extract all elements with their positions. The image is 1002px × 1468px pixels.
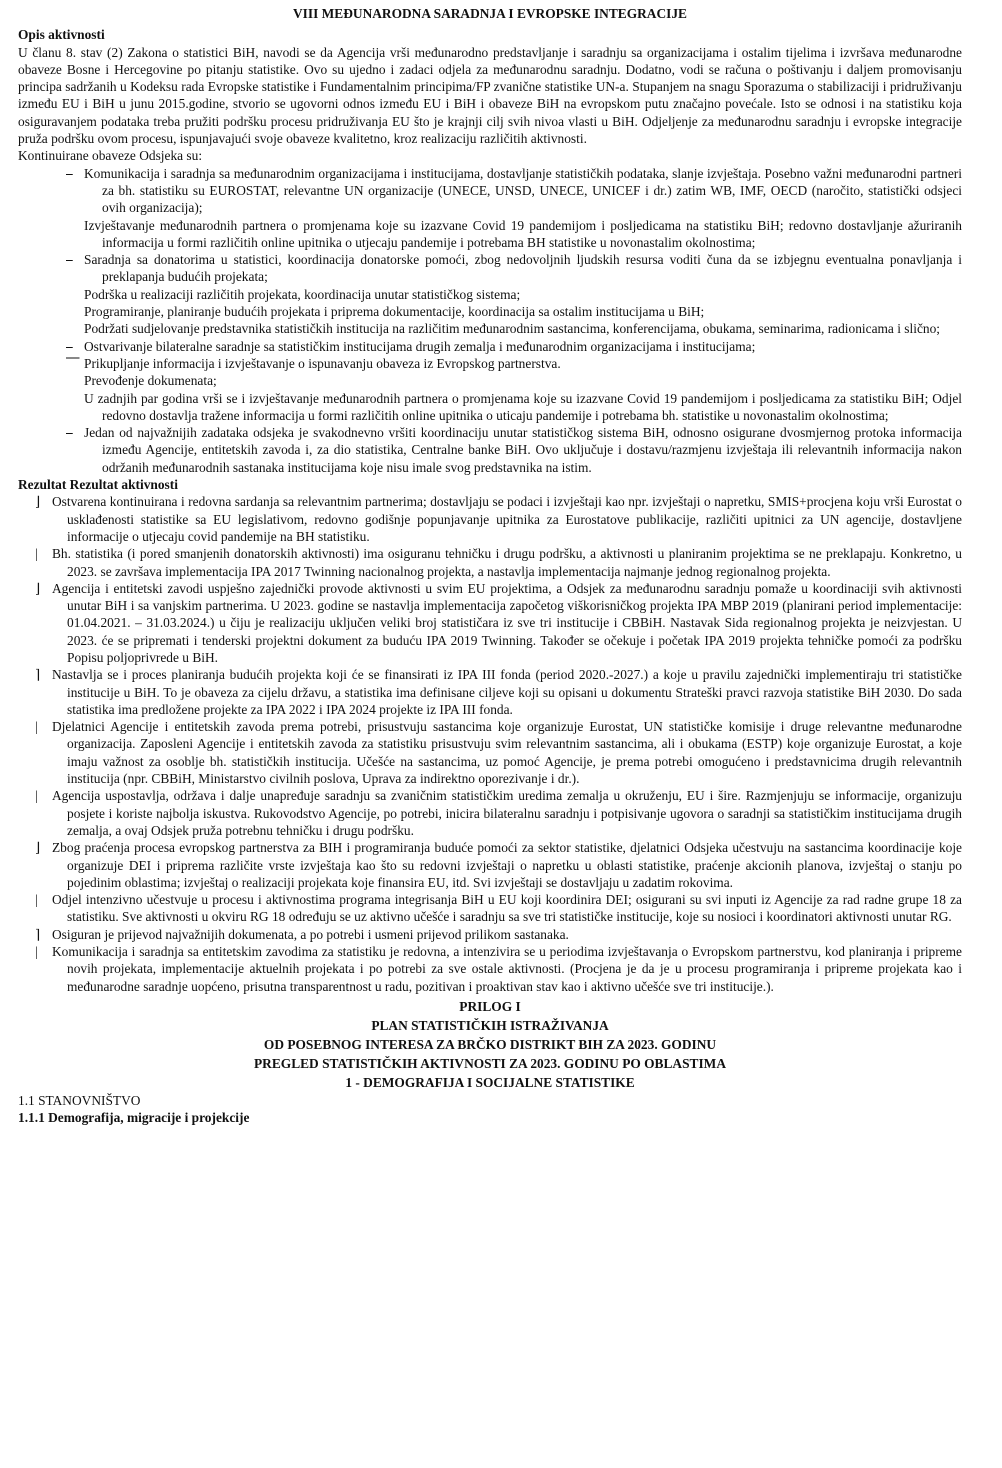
list-item [18,165,962,217]
list-item [18,320,962,337]
list-item [18,338,962,355]
annex-line: 1 - DEMOGRAFIJA I SOCIJALNE STATISTIKE [345,1074,635,1090]
list-item [18,493,962,545]
opis-paragraph: U članu 8. stav (2) Zakona o statistici BiH, navodi se da Agencija vrši međunarodno predstavljanje i saradnju sa organizacijama i ostalim tijelima i izvršava međunarodne obaveze Bosne i Hercegovine po pitanju statistike. Ovo su ujedno i zadaci odjela za međunarodnu saradnju. Dodatno, vodi se računa o poštivanju i daljem promovisanju principa sadržanih u Kodeksu rada Evropske statistike i Fundamentalnim principima/FP zvanične statistike UN-a. Stupanjem na snagu Sporazuma o stabilizaciji i pridruživanju između EU i BiH u junu 2015.godine, stvorio se ugovorni odnos između EU i BiH i obaveze BiH na evropskom putu značajno povećale. Isto se odnosi i na statistiku koja osiguravanjem podataka treba pružiti podršku procesu pridruživanja EU što je krajnji cilj svih nivoa vlasti u BiH. Odjeljenje za međunarodnu saradnju i evropske integracije pruža podršku ovom procesu, ispunjavajući svoje obaveze kvalitetno, kroz realizaciju različitih aktivnosti. [18,44,962,147]
list-item-text: Podržati sudjelovanje predstavnika statističkih institucija na različitim međunarodnim sastancima, konferencijama, obukama, seminarima, radionicama i slično; [84,321,941,337]
list-item [18,286,962,303]
list-item-text: Jedan od najvažnijih zadataka odsjeka je svakodnevno vršiti koordinaciju unutar statističkog sistema BiH, odnosno osigurane dvosmjernog protoka informacija između Agencije, entitetskih zavoda i, za dio statistika, Centralne banke BiH. Ovo uključuje i dostavu/razmjenu izvještaja ili relevantnih informacija nakon održanih međunarodnih sastanaka institucijama koje nisu imale svog predstavnika na istim. [84,425,962,475]
list-item-text: Podrška u realizaciji različitih projekata, koordinacija unutar statističkog sistema; [84,286,521,302]
list-item-text: Agencija i entitetski zavodi uspješno zajednički provode aktivnosti u svim EU projektima, a Odsjek za međunarodnu saradnju pomaže u koordinaciji svih aktivnosti unutar BiH i sa vanjskim partnerima. U 2023. godine se nastavlja implementacija započetog viškorisničkog projekta IPA MBP 2019 (planirani period implementacije: 01.04.2021. – 31.03.2024.) u čiju je realizaciju uključen veliki broj statističara iz sve tri institucije i CBBiH. Nastavak Sida regionalnog projekta je neizvjestan. U 2023. će se pripremati i tenderski projektni dokument za buduću IPA 2019 Twinning. Također se očekuje i početak IPA 2019 projekta tehničke pomoći za podršku Popisu poljoprivrede u BiH. [52,580,962,665]
list-item [18,943,962,995]
list-item [18,926,962,943]
list-item-text: Ostvarena kontinuirana i redovna sardanja sa relevantnim partnerima; dostavljaju se podaci i izvještaji kao npr. izvještaji o napretku, SMIS+procjena koju vrši Eurostat o usklađenosti statistike sa EU legislativom, redovno godišnje popunjavanje upitnika za Eurostatove publikacije, različiti upitnici za UN agencije, dostavljene informacije o utjecaju covid pandemije na BH statistiku. [52,494,962,544]
list-item [18,355,962,372]
list-item-text: Saradnja sa donatorima u statistici, koordinacija donatorske pomoći, zbog nedovoljnih ljudskih resursa voditi čuna da se izbjegnu eventualna ponavljanja i preklapanja budućih projekata; [84,252,962,285]
annex-line: PRILOG I [459,998,521,1014]
rezultat-heading: Rezultat Rezultat aktivnosti [18,477,178,493]
list-item [18,390,962,425]
list-item-text: Programiranje, planiranje budućih projekata i priprema dokumentacije, koordinacija sa ostalim institucijama u BiH; [84,304,705,320]
opis-heading: Opis aktivnosti [18,27,105,43]
bullet-marker: | [35,719,38,735]
list-item-text: Djelatnici Agencije i entitetskih zavoda prema potrebi, prisustvuju sastancima koje organizuje Eurostat, UN statističke komisije i druge relevantne međunarodne organizacija. Zaposleni Agencije i entitetskih zavoda za statistiku prisustvuju svim relevantnim sastancima, ali i obukama (ESTP) koje organizuje Eurostat, a koje imaju važnost za osoblje bh. statističkih institucija. Učešće na sastancima, uz pomoć Agencije, je prema potrebi omogućeno i predstavnicima drugih relevantnih institucija (npr. CBBiH, Ministarstvo civilnih poslova, Uprava za indirektno oporezivanje i dr.). [52,719,962,787]
list-item-text: Komunikacija i saradnja sa međunarodnim organizacijama i institucijama, dostavljanje statističkih podataka, slanje izvještaja. Posebno važni međunarodni partneri za bh. statistiku su EUROSTAT, relevantne UN organizacije (UNECE, UNSD, UNECE, UNICEF i dr.) zatim WB, IMF, OECD (naročito, statistički odsjeci ovih organizacija); [84,165,962,216]
list-item [18,839,962,891]
annex-line: PREGLED STATISTIČKIH AKTIVNOSTI ZA 2023. GODINU PO OBLASTIMA [254,1055,726,1071]
annex-line: OD POSEBNOG INTERESA ZA BRČKO DISTRIKT BIH ZA 2023. GODINU [263,1036,717,1052]
list-item-text: Osiguran je prijevod najvažnijih dokumenata, a po potrebi i usmeni prijevod prilikom sastanaka. [52,926,569,942]
list-item-text: Ostvarivanje bilateralne saradnje sa statističkim institucijama drugih zemalja i međunarodnim organizacijama i institucijama; [84,338,756,354]
bullet-marker: | [35,546,38,562]
annex-header [18,997,962,1092]
list-item-text: Izvještavanje međunarodnih partnera o promjenama koje su izazvane Covid 19 pandemijom i posljedicama na statistiku BiH; redovno dostavljanje ažuriranih informacija u formi različitih online upitnika o utjecaju pandemije i potrebama BH statistike u novonastalim okolnostima; [84,217,962,250]
bullet-marker: | [35,788,38,804]
section-heading: 1.1 STANOVNIŠTVO [18,1092,141,1108]
list-item [18,718,962,787]
list-item [18,303,962,320]
bullet-marker: ⎯ [66,165,73,181]
bullet-marker: ⌋ [35,580,41,596]
list-item [18,666,962,718]
list-item-text: Zbog praćenja procesa evropskog partnerstva za BIH i programiranja buduće pomoći za sektor statistike, djelatnici Odsjeka učestvuju na sastancima koordinacije koje organizuje DEI i pripremа različite vrste izvještaja kao što su redovni izvještaji o napretku u oblasti statistike, praćenje akcionih planova, izvještaj o stanju po pojedinim oblastima; izvještaj o realizaciji projekata koje finansira EU, itd. Svi izvještaji se dostavljaju u zadatim rokovima. [52,840,962,890]
bullet-marker: ⎯ [66,425,73,441]
bullet-marker: | [35,944,38,960]
bullet-marker: ⎯ [66,338,73,354]
list-item [18,251,962,286]
list-item [18,372,962,389]
annex-line: PLAN STATISTIČKIH ISTRAŽIVANJA [371,1017,609,1033]
list-item-text: Komunikacija i saradnja sa entitetskim zavodima za statistiku je redovna, a intenzivira se u periodima izvještavanja o Evropskom partnerstvu, kod planiranja i pripreme novih projekata, implementacije aktuelnih projekata i po potrebi za sve ostale aktivnosti. (Procjena je da je u procesu programiranja i pripreme projekata kao i međunarodne saradnje uopćeno, prisutna transparentnost u radu, pozitivan i proaktivan stav kao i aktivno učešće sve tri institucije.). [52,944,962,994]
bullet-marker: ⎺ [66,355,80,371]
bullet-marker: | [35,892,38,908]
list-item [18,545,962,580]
list-item-text: Nastavlja se i proces planiranja budućih projekta koji će se finansirati iz IPA III fonda (period 2020.-2027.) a koje u pravilu zajednički implementiraju tri statističke institucije u BiH. To je obaveza za cijelu državu, a statistika ima definisane ciljeve koji su opisani u dokumentu Strateški pravci razvoja statistike BiH 2030. Do sada statistika ima predložene projekte za IPA 2022 i IPA 2024 projekte iz IPA III fonda. [52,667,962,717]
list-item-text: Odjel intenzivno učestvuje u procesu i aktivnostima programa integrisanja BiH u EU koji koordinira DEI; osigurani su svi inputi iz Agencije za rad radne grupe 18 za statistiku. Sve aktivnosti u okviru RG 18 određuju se uz aktivno učešće i saradnju sa sve tri statističke institucije, koje su nosioci i koordinatori aktivnosti unutar RG. [52,892,962,925]
list-item-text: Prikupljanje informacija i izvještavanje o ispunavanju obaveza iz Evropskog partnerstva. [84,355,561,371]
list-item-text: Prevođenje dokumenata; [84,373,217,389]
results-list [18,493,962,995]
bullet-marker: ⌋ [35,840,41,856]
bullet-marker: ⎯ [66,252,73,268]
bullet-marker: ⌉ [35,667,41,683]
obligations-list [18,165,962,476]
chapter-title: VIII MEĐUNARODNA SARADNJA I EVROPSKE INTEGRACIJE [293,6,687,21]
list-item [18,580,962,666]
subsection-heading: 1.1.1 Demografija, migracije i projekcije [18,1110,250,1126]
list-item [18,787,962,839]
list-item-text: Bh. statistika (i pored smanjenih donatorskih aktivnosti) ima osiguranu tehničku i drugu podršku, a aktivnosti u planiranim projektima se ne preklapaju. Konkretno, u 2023. se završava implementacija IPA 2017 Twinning nacionalnog projekta, a nastavlja implementacija najmanje jednog regionalnog projekta. [52,546,962,579]
bullet-marker: ⌋ [35,494,41,510]
list-item [18,424,962,476]
list-item-text: Agencija uspostavlja, održava i dalje unapređuje saradnju sa zvaničnim statističkim uredima zemalja u okruženju, EU i šire. Razmjenjuju se informacije, organizuju posjete i koriste najbolja iskustva. Rukovodstvo Agencije, po potrebi, inicira bilateralnu saradnju i potpisivanje ugovora o saradnji sa statističkim institucijama drugih zemalja, a ovaj Odsjek pruža potrebnu tehničku i drugu podršku. [52,788,962,838]
list-item [18,217,962,252]
list-item-text: U zadnjih par godina vrši se i izvještavanje međunarodnih partnera o promjenama koje su izazvane Covid 19 pandemijom i posljedicama za statistiku BiH; Odjel redovno dostavlja tražene informacija u formi različitih online upitnika o uticaju pandemije i potrebama bh. statistike u novonastalim okolnostima; [84,390,962,423]
bullet-marker: ⌉ [35,926,41,942]
list-item [18,891,962,926]
list-intro: Kontinuirane obaveze Odsjeka su: [18,148,203,164]
